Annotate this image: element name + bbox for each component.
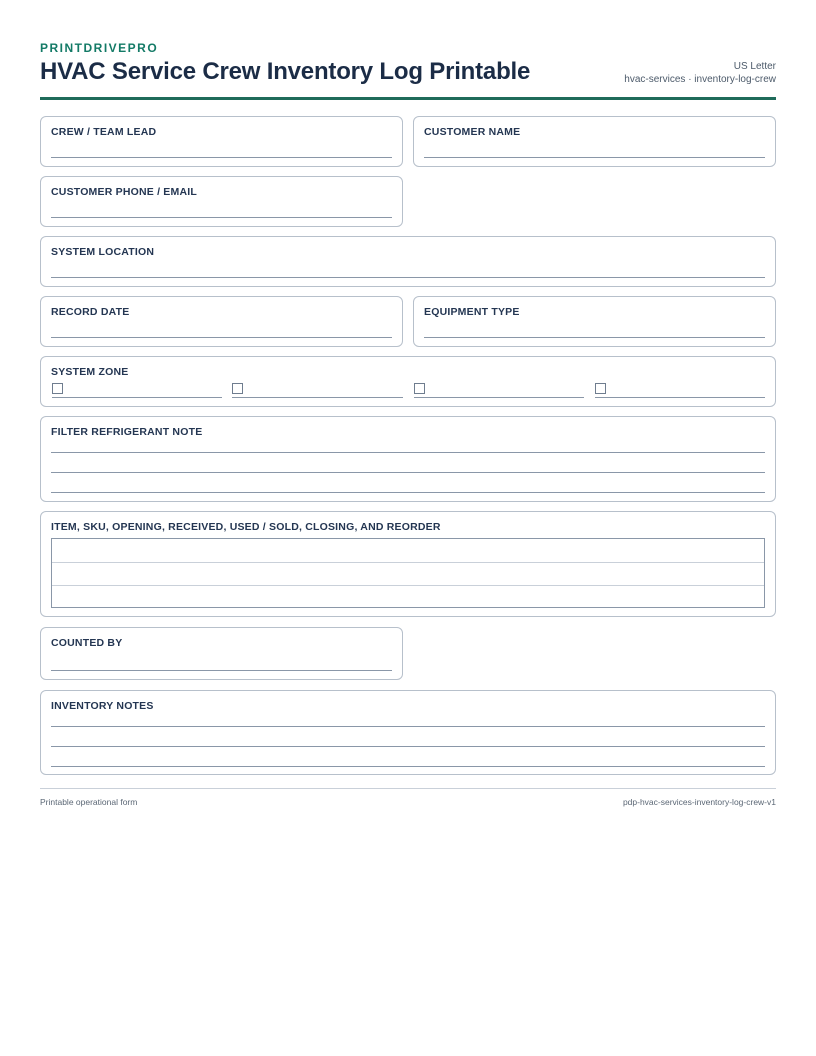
customer-name-label: CUSTOMER NAME xyxy=(424,126,521,138)
counted-by-label: COUNTED BY xyxy=(51,637,123,649)
notes-write-line[interactable] xyxy=(51,766,765,767)
record-date-label: RECORD DATE xyxy=(51,306,130,318)
crew-team-lead-field[interactable] xyxy=(40,116,403,167)
system-zone-option[interactable] xyxy=(595,383,765,399)
counted-by-write-line[interactable] xyxy=(51,670,392,671)
checkbox[interactable] xyxy=(414,383,425,394)
note-write-line[interactable] xyxy=(51,492,765,493)
checkbox[interactable] xyxy=(52,383,63,394)
table-row-divider xyxy=(52,585,764,586)
system-zone-label: SYSTEM ZONE xyxy=(51,366,129,378)
equipment-type-label: EQUIPMENT TYPE xyxy=(424,306,520,318)
system-zone-field xyxy=(40,356,776,407)
system-zone-write-line[interactable] xyxy=(595,397,765,398)
system-zone-write-line[interactable] xyxy=(232,397,403,398)
customer-phone-email-write-line[interactable] xyxy=(51,217,392,218)
note-write-line[interactable] xyxy=(51,472,765,473)
inventory-table-section xyxy=(40,511,776,617)
equipment-type-write-line[interactable] xyxy=(424,337,765,338)
notes-write-line[interactable] xyxy=(51,726,765,727)
customer-name-field[interactable] xyxy=(413,116,776,167)
form-page xyxy=(40,40,776,807)
system-zone-option[interactable] xyxy=(232,383,403,399)
inventory-notes-label: INVENTORY NOTES xyxy=(51,700,154,712)
system-location-field[interactable] xyxy=(40,236,776,287)
footer-divider xyxy=(40,788,776,789)
customer-name-write-line[interactable] xyxy=(424,157,765,158)
header-divider xyxy=(40,97,776,100)
paper-size: US Letter xyxy=(733,61,776,72)
inventory-table[interactable] xyxy=(51,538,765,608)
counted-by-field[interactable] xyxy=(40,627,403,680)
header xyxy=(40,40,776,100)
notes-write-line[interactable] xyxy=(51,746,765,747)
footer-form-type: Printable operational form xyxy=(40,797,138,807)
brand-logo-text: PRINTDRIVEPRO xyxy=(40,41,159,55)
record-date-write-line[interactable] xyxy=(51,337,392,338)
equipment-type-field[interactable] xyxy=(413,296,776,347)
system-zone-write-line[interactable] xyxy=(52,397,222,398)
customer-phone-email-label: CUSTOMER PHONE / EMAIL xyxy=(51,186,197,198)
crew-team-lead-write-line[interactable] xyxy=(51,157,392,158)
system-location-write-line[interactable] xyxy=(51,277,765,278)
system-zone-option[interactable] xyxy=(52,383,222,399)
note-write-line[interactable] xyxy=(51,452,765,453)
page-title: HVAC Service Crew Inventory Log Printable xyxy=(40,58,531,85)
system-zone-write-line[interactable] xyxy=(414,397,584,398)
footer-form-id: pdp-hvac-services-inventory-log-crew-v1 xyxy=(622,797,776,807)
inventory-notes-field[interactable] xyxy=(40,690,776,775)
checkbox[interactable] xyxy=(232,383,243,394)
checkbox[interactable] xyxy=(595,383,606,394)
document-meta xyxy=(624,60,776,86)
table-row-divider xyxy=(52,562,764,563)
filter-refrigerant-note-field[interactable] xyxy=(40,416,776,502)
record-date-field[interactable] xyxy=(40,296,403,347)
inventory-table-label: ITEM, SKU, OPENING, RECEIVED, USED / SOLD, CLOSING, AND REORDER xyxy=(51,521,441,533)
crew-team-lead-label: CREW / TEAM LEAD xyxy=(51,126,157,138)
filter-refrigerant-note-label: FILTER REFRIGERANT NOTE xyxy=(51,426,203,438)
customer-phone-email-field[interactable] xyxy=(40,176,403,227)
document-path: hvac-services · inventory-log-crew xyxy=(624,74,776,85)
system-location-label: SYSTEM LOCATION xyxy=(51,246,155,258)
system-zone-option[interactable] xyxy=(414,383,584,399)
